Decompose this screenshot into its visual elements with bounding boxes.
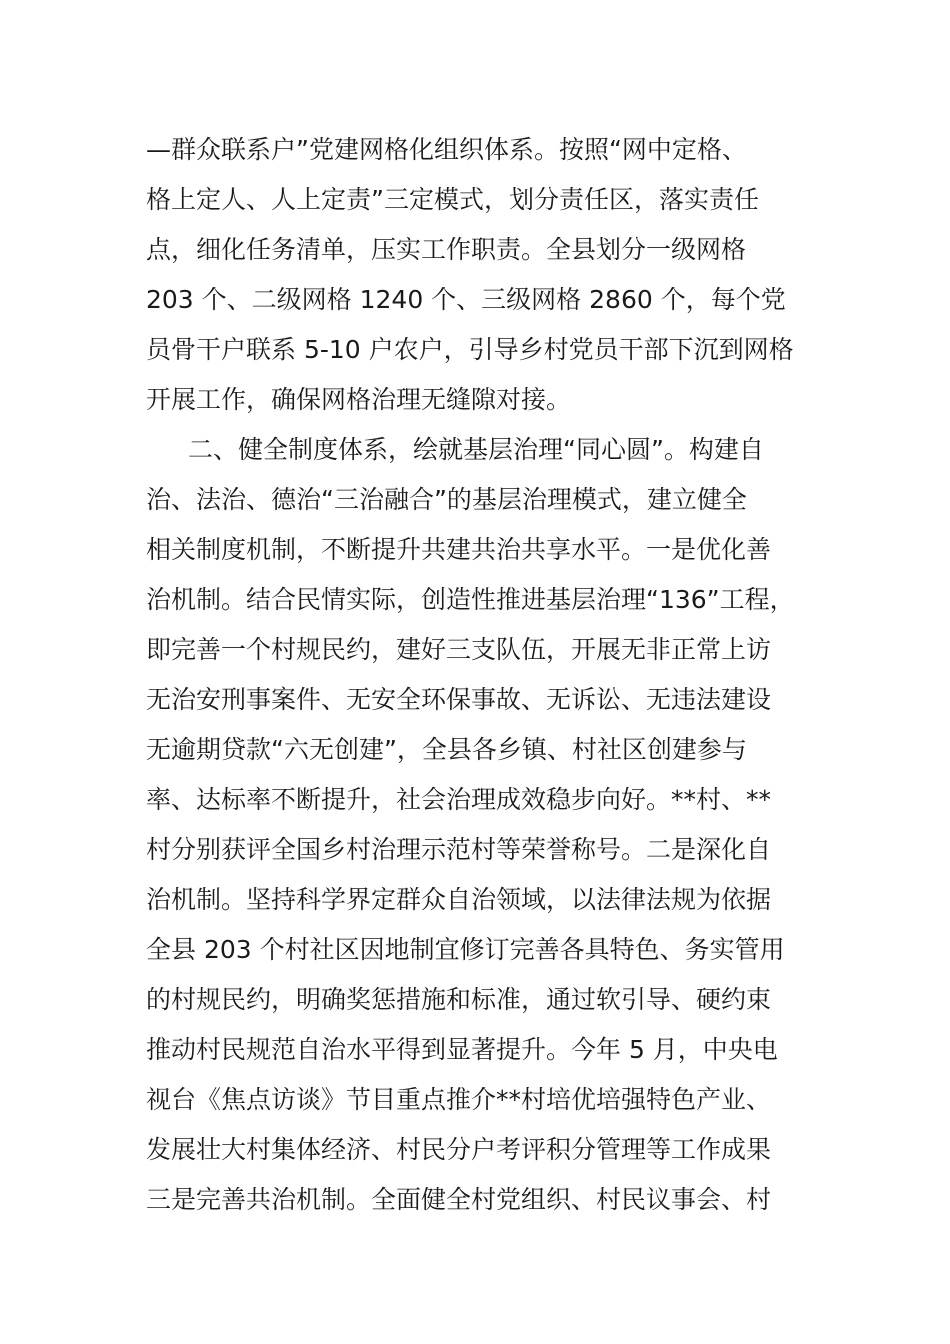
text-line: 相关制度机制，不断提升共建共治共享水平。一是优化善 — [146, 535, 772, 564]
text-line: 治机制。坚持科学界定群众自治领域，以法律法规为依据 — [146, 885, 772, 914]
text-line: 的村规民约，明确奖惩措施和标准，通过软引导、硬约束 — [146, 985, 772, 1014]
text-line: —群众联系户”党建网格化组织体系。按照“网中定格、 — [146, 135, 747, 164]
text-line: 全县 203 个村社区因地制宜修订完善各具特色、务实管用 — [146, 935, 785, 964]
text-line: 203 个、二级网格 1240 个、三级网格 2860 个，每个党 — [146, 285, 786, 314]
text-line: 员骨干户联系 5-10 户农户，引导乡村党员干部下沉到网格 — [146, 335, 794, 364]
text-line: 无逾期贷款“六无创建”，全县各乡镇、村社区创建参与 — [146, 735, 747, 764]
text-line: 率、达标率不断提升，社会治理成效稳步向好。**村、** — [146, 785, 772, 814]
text-line: 三是完善共治机制。全面健全村党组织、村民议事会、村 — [146, 1185, 772, 1214]
paragraph-first-line: 二、健全制度体系，绘就基层治理“同心圆”。构建自 — [188, 435, 764, 464]
text-line: 推动村民规范自治水平得到显著提升。今年 5 月，中央电 — [146, 1035, 778, 1064]
text-line: 即完善一个村规民约，建好三支队伍，开展无非正常上访 — [146, 635, 772, 664]
text-line: 治机制。结合民情实际，创造性推进基层治理“136”工程， — [146, 585, 795, 614]
text-line: 无治安刑事案件、无安全环保事故、无诉讼、无违法建设 — [146, 685, 772, 714]
text-line: 村分别获评全国乡村治理示范村等荣誉称号。二是深化自 — [146, 835, 772, 864]
text-line: 点，细化任务清单，压实工作职责。全县划分一级网格 — [146, 235, 747, 264]
text-line: 治、法治、德治“三治融合”的基层治理模式，建立健全 — [146, 485, 747, 514]
text-line: 发展壮大村集体经济、村民分户考评积分管理等工作成果 — [146, 1135, 772, 1164]
text-line: 开展工作，确保网格治理无缝隙对接。 — [146, 385, 572, 414]
text-line: 视台《焦点访谈》节目重点推介**村培优培强特色产业、 — [146, 1085, 772, 1114]
text-line: 格上定人、人上定责”三定模式，划分责任区，落实责任 — [146, 185, 759, 214]
